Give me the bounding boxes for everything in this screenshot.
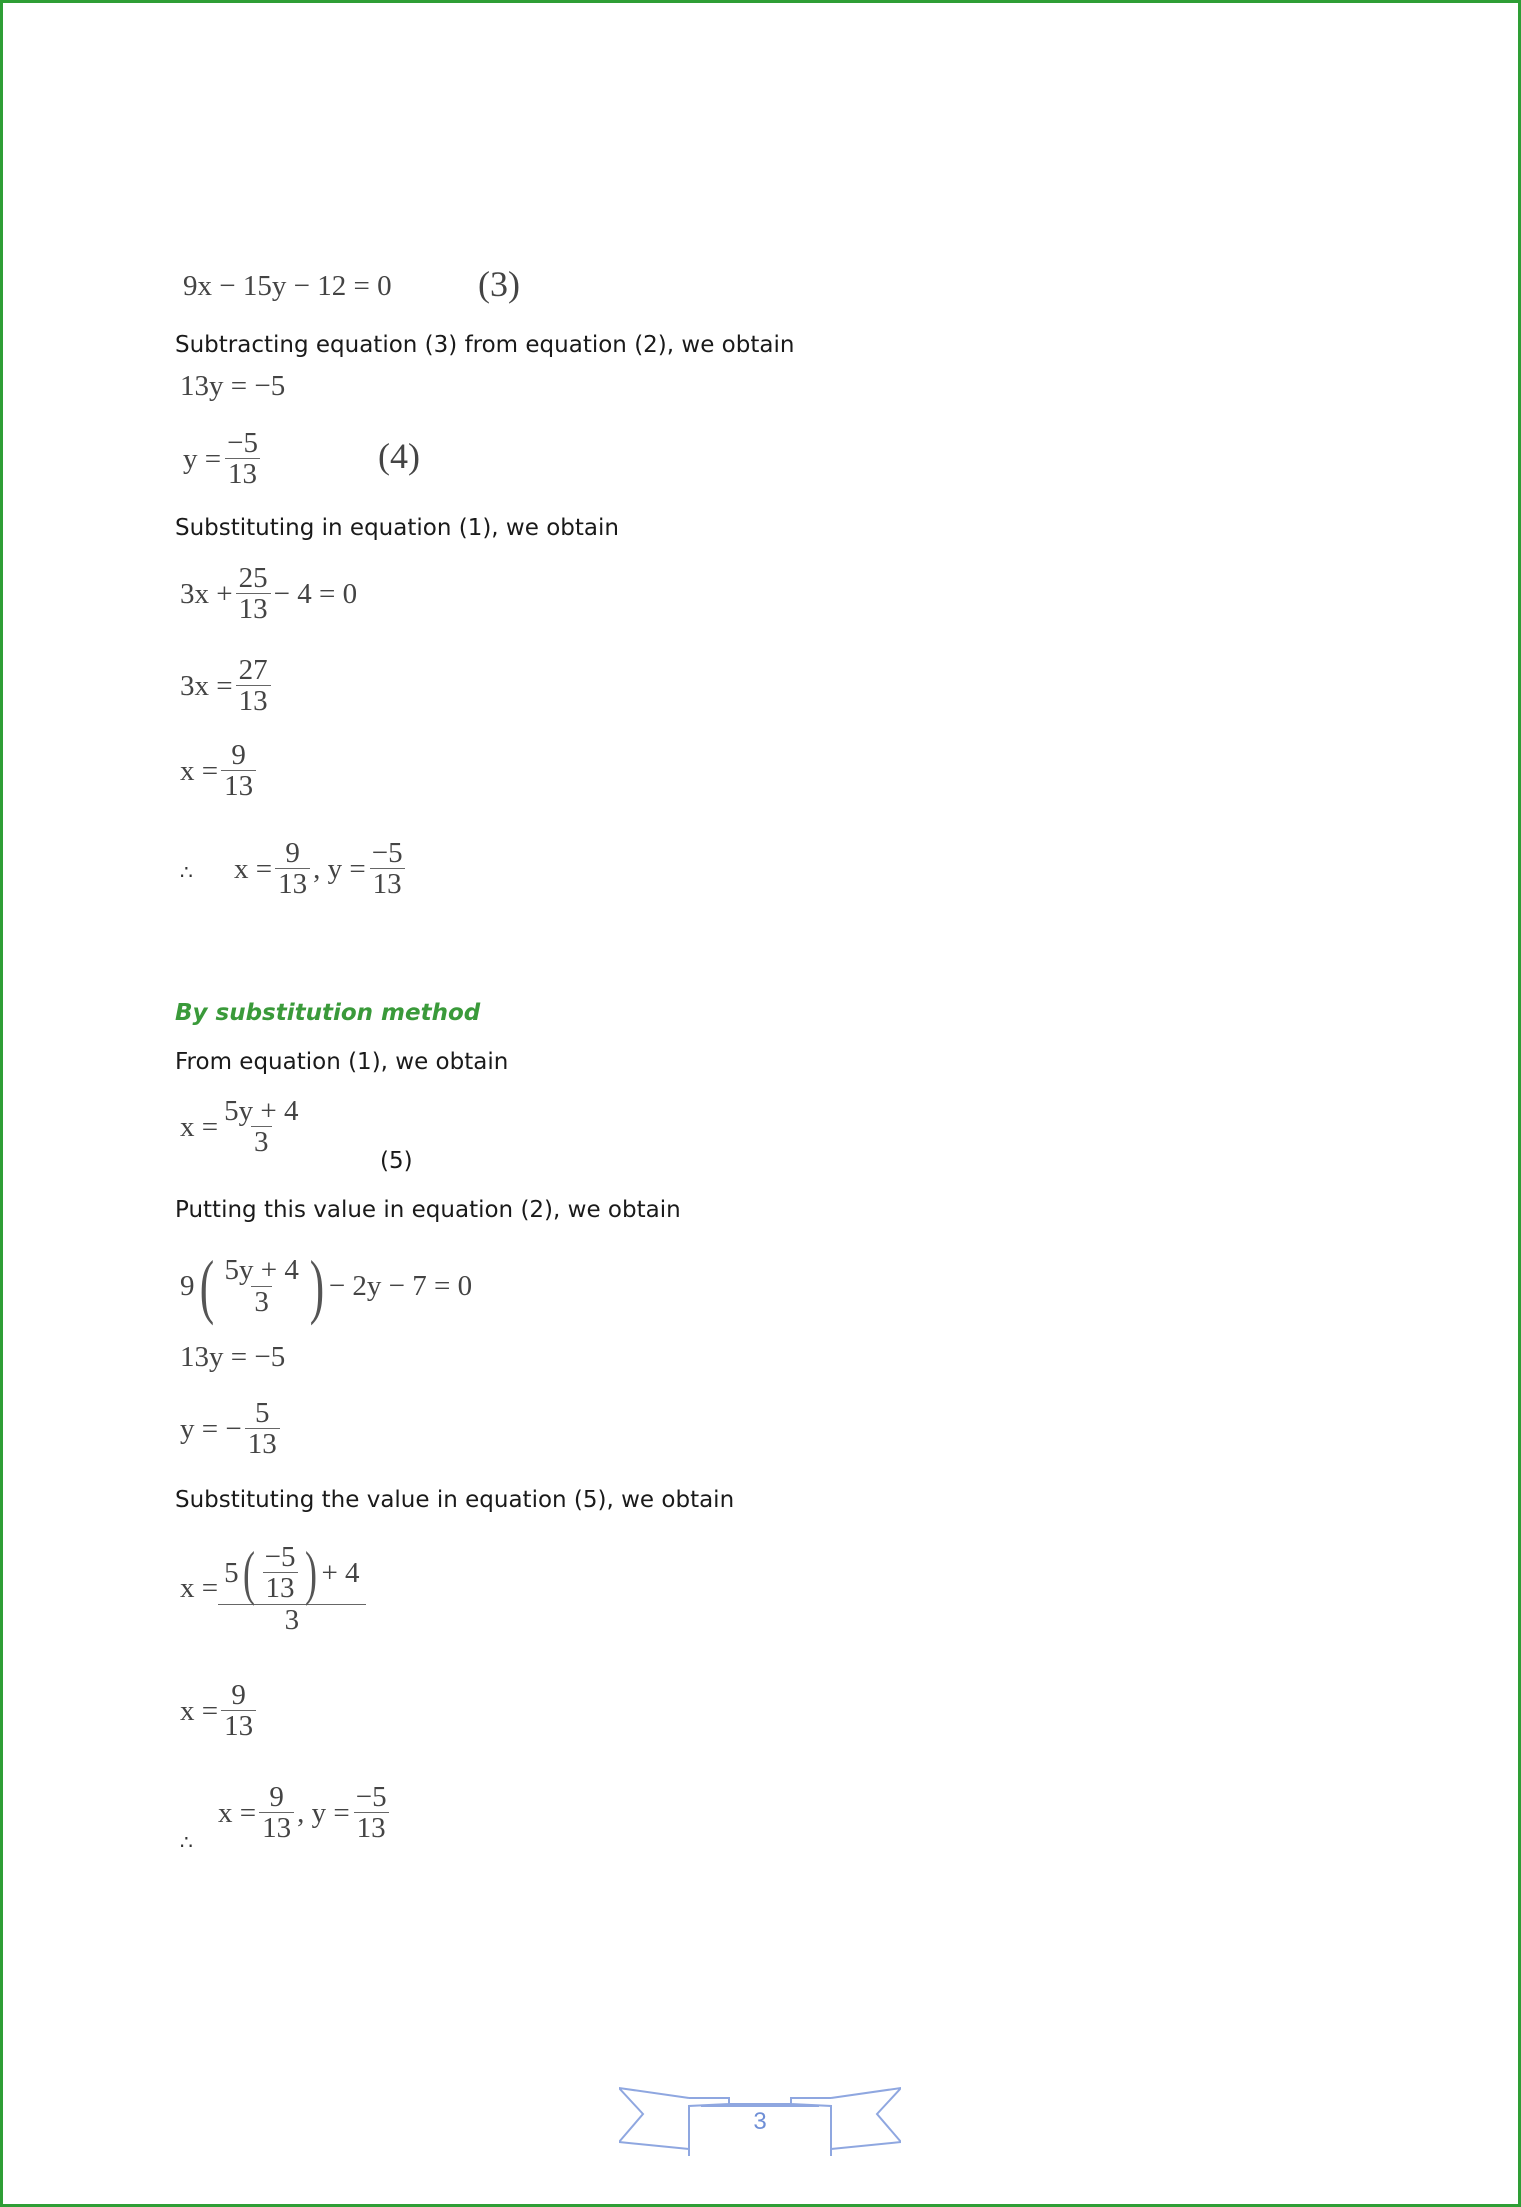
step-x-equals: [180, 740, 259, 802]
equation-3: [183, 271, 392, 301]
result-x-lhs: x =: [218, 1796, 257, 1829]
step-x-result: [180, 1680, 259, 1742]
page-number-ribbon: [619, 2086, 901, 2164]
equation-lhs: x =: [180, 1110, 219, 1143]
equation-expr: 13y = −5: [180, 1341, 286, 1373]
step-x-nested: [180, 1539, 366, 1636]
fraction: [259, 1782, 294, 1844]
equation-lhs: y = −: [180, 1412, 242, 1445]
fraction: [221, 740, 256, 802]
denominator: 13: [225, 458, 260, 489]
denominator: 13: [370, 868, 405, 899]
fraction: [236, 655, 271, 717]
numerator: 9: [269, 1781, 284, 1813]
equation-lhs: 3x =: [180, 669, 233, 702]
numerator: [221, 1539, 362, 1606]
fraction: [224, 428, 261, 490]
denominator: 13: [245, 1428, 280, 1459]
denominator: 3: [218, 1604, 365, 1635]
fraction: [221, 1539, 362, 1636]
page-number: 3: [753, 2108, 767, 2135]
result-y-lhs: , y =: [313, 852, 366, 885]
equation-lhs: x =: [180, 1694, 219, 1727]
text-subtracting: Subtracting equation (3) from equation (2), we obtain: [175, 332, 795, 358]
equation-rhs: − 2y − 7 = 0: [328, 1269, 473, 1302]
coefficient: 9: [180, 1269, 195, 1302]
fraction: [221, 1255, 301, 1317]
fraction: [353, 1782, 390, 1844]
denominator: 3: [251, 1126, 272, 1157]
numerator: 5: [254, 1397, 270, 1429]
step-substituted: [180, 1246, 473, 1326]
fraction: [245, 1398, 280, 1460]
section-heading: By substitution method: [175, 1000, 481, 1026]
denominator: 13: [236, 593, 271, 624]
open-paren: (: [199, 1246, 214, 1326]
denominator: 13: [259, 1812, 294, 1843]
numerator: 9: [285, 837, 300, 869]
open-paren: (: [242, 1539, 255, 1606]
denominator: 3: [251, 1286, 272, 1317]
equation-13y-sub: [180, 1342, 285, 1372]
therefore-symbol: ∴: [180, 1830, 193, 1854]
numerator: 9: [231, 1679, 246, 1711]
result-x-lhs: x =: [234, 852, 273, 885]
close-paren: ): [309, 1246, 325, 1326]
text-putting: Putting this value in equation (2), we obtain: [175, 1197, 681, 1223]
fraction: [236, 563, 271, 625]
fraction: [221, 1680, 256, 1742]
equation-lhs: 3x +: [180, 577, 233, 610]
fraction: [275, 838, 310, 900]
equation-expr: 9x − 15y − 12 = 0: [183, 270, 392, 302]
equation-tag-3: (3): [478, 264, 520, 304]
equation-tag-5: (5): [380, 1148, 413, 1174]
inner-fraction: [262, 1542, 299, 1604]
denominator: 13: [221, 1710, 256, 1741]
equation-lhs: x =: [180, 754, 219, 787]
close-paren: ): [305, 1539, 318, 1606]
denominator: 13: [263, 1572, 298, 1603]
therefore-symbol: ∴: [180, 860, 193, 884]
numerator: −5: [227, 427, 258, 459]
step-3x-plus: [180, 563, 357, 625]
equation-4: [183, 428, 264, 490]
step-y-equals: [180, 1398, 283, 1460]
text-substituting-5: Substituting the value in equation (5), we obtain: [175, 1487, 735, 1513]
numerator: −5: [264, 1541, 296, 1573]
result-substitution: [218, 1782, 393, 1844]
result-y-lhs: , y =: [297, 1796, 350, 1829]
text-from-equation: From equation (1), we obtain: [175, 1049, 509, 1075]
equation-lhs: x =: [180, 1572, 219, 1605]
equation-13y: [180, 371, 285, 401]
numerator: −5: [355, 1781, 387, 1813]
numerator: −5: [371, 837, 403, 869]
coefficient: 5: [224, 1556, 239, 1589]
fraction: [369, 838, 406, 900]
result-elimination: [234, 838, 409, 900]
denominator: 13: [275, 868, 310, 899]
fraction: [221, 1096, 301, 1158]
numerator: 5y + 4: [224, 1254, 299, 1287]
numerator: 25: [238, 562, 268, 594]
denominator: 13: [354, 1812, 389, 1843]
numerator: 5y + 4: [224, 1095, 299, 1127]
equation-tag-4: (4): [378, 436, 420, 476]
step-3x-equals: [180, 655, 274, 717]
equation-rhs: − 4 = 0: [273, 577, 358, 610]
numerator: 27: [238, 654, 268, 686]
text-substituting: Substituting in equation (1), we obtain: [175, 515, 619, 541]
numerator: 9: [231, 739, 246, 771]
equation-expr: 13y = −5: [180, 370, 286, 402]
denominator: 13: [236, 685, 271, 716]
equation-lhs: y =: [183, 442, 222, 475]
equation-5: [180, 1096, 304, 1158]
plus-term: + 4: [321, 1556, 360, 1589]
denominator: 13: [221, 770, 256, 801]
